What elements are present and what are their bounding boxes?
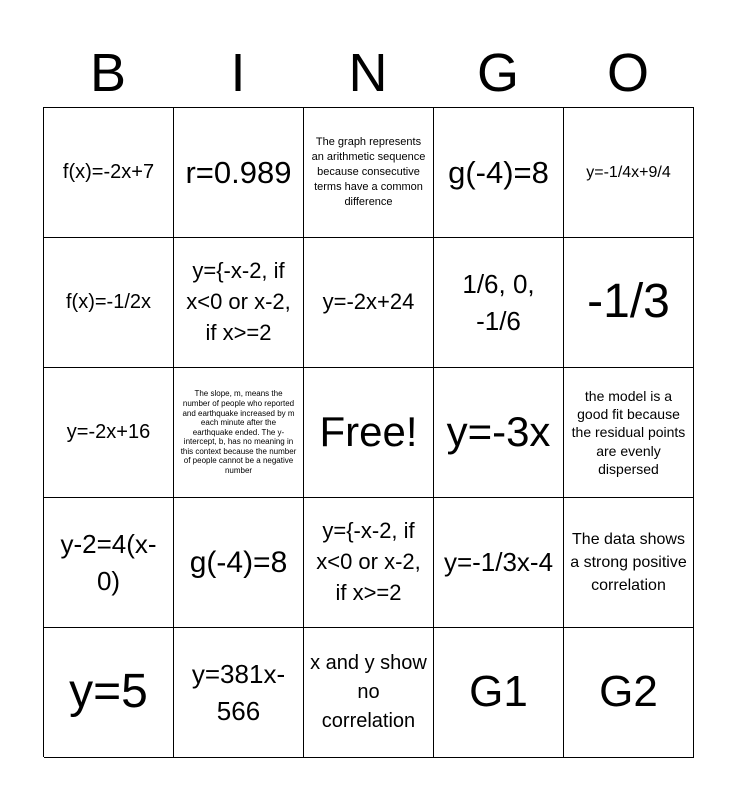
bingo-cell[interactable]: y=-2x+16 [44, 368, 174, 498]
bingo-header [43, 40, 693, 106]
bingo-cell[interactable]: 1/6, 0, -1/6 [434, 238, 564, 368]
bingo-cell[interactable]: f(x)=-2x+7 [44, 108, 174, 238]
bingo-cell[interactable]: g(-4)=8 [434, 108, 564, 238]
bingo-cell[interactable]: x and y show no correlation [304, 628, 434, 758]
bingo-cell[interactable]: y=-1/3x-4 [434, 498, 564, 628]
bingo-cell[interactable]: y-2=4(x-0) [44, 498, 174, 628]
header-letter-b: B [89, 43, 127, 103]
bingo-cell[interactable]: y=-2x+24 [304, 238, 434, 368]
bingo-cell[interactable]: The data shows a strong positive correlation [564, 498, 694, 628]
bingo-cell[interactable]: r=0.989 [174, 108, 304, 238]
bingo-cell[interactable]: The slope, m, means the number of people who reported and earthquake increased by m each minute after the earthquake ended. The y-intercept, b, has no meaning in this context because the number of people cannot be a negative number [174, 368, 304, 498]
header-letter-g: G [476, 43, 519, 103]
header-letter-o: O [606, 43, 649, 103]
header-letter-n: N [348, 43, 388, 103]
bingo-cell[interactable]: g(-4)=8 [174, 498, 304, 628]
bingo-cell[interactable]: y=-3x [434, 368, 564, 498]
bingo-board [43, 107, 694, 757]
bingo-cell[interactable]: y=5 [44, 628, 174, 758]
bingo-cell[interactable]: y=-1/4x+9/4 [564, 108, 694, 238]
free-space-cell[interactable]: Free! [304, 368, 434, 498]
bingo-cell[interactable]: G1 [434, 628, 564, 758]
bingo-cell[interactable]: y={-x-2, if x<0 or x-2, if x>=2 [174, 238, 304, 368]
bingo-cell[interactable]: y={-x-2, if x<0 or x-2, if x>=2 [304, 498, 434, 628]
bingo-cell[interactable]: the model is a good fit because the residual points are evenly dispersed [564, 368, 694, 498]
bingo-cell[interactable]: y=381x-566 [174, 628, 304, 758]
header-letter-i: I [230, 43, 246, 103]
bingo-cell[interactable]: -1/3 [564, 238, 694, 368]
bingo-cell[interactable]: G2 [564, 628, 694, 758]
bingo-cell[interactable]: f(x)=-1/2x [44, 238, 174, 368]
bingo-cell[interactable]: The graph represents an arithmetic sequence because consecutive terms have a common difference [304, 108, 434, 238]
